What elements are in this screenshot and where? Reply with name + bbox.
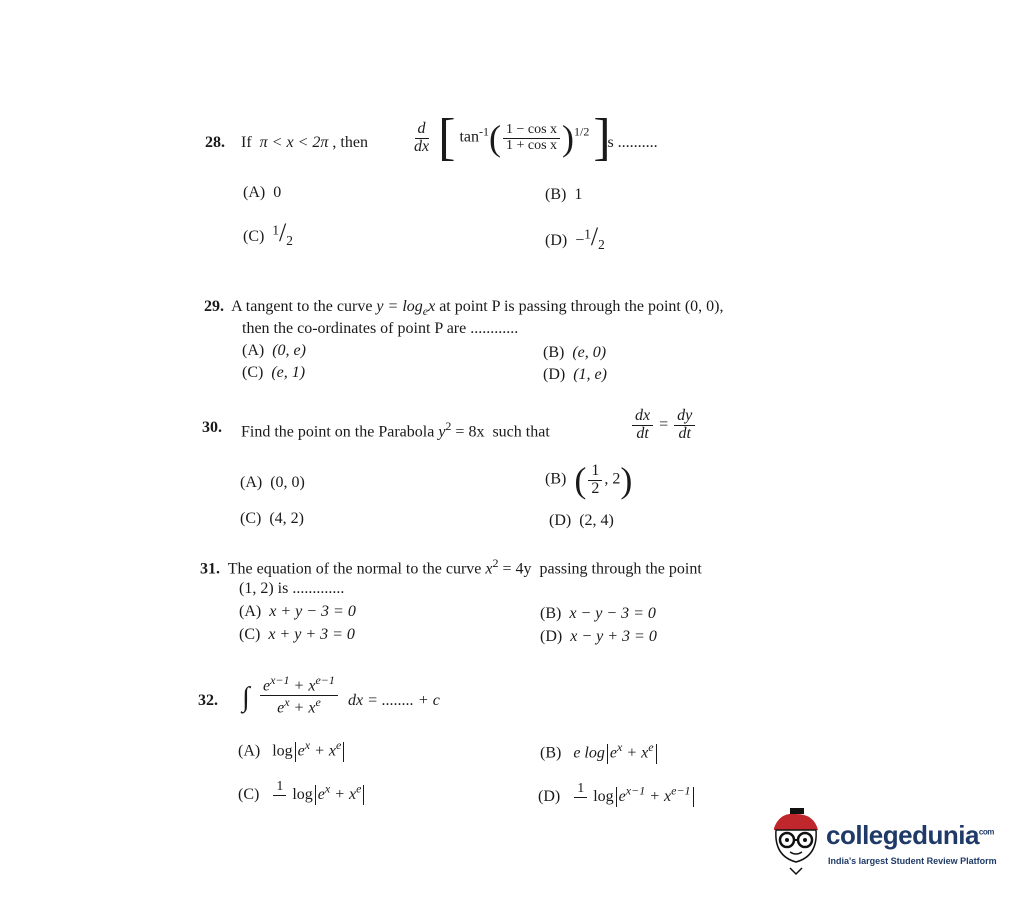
question-31-line2: (1, 2) is ............. xyxy=(239,580,345,597)
question-number: 28. xyxy=(205,134,225,151)
option-b: (B) e $\log e^x + x^e$ xyxy=(540,740,659,764)
option-a: (A) $\log e^x + x^e$ xyxy=(238,738,346,762)
integral-sign: ∫ xyxy=(242,682,250,713)
option-a: (A) (0, e) xyxy=(242,342,306,359)
derivative-equality: $\frac{dx}{dt}$ = $\frac{dy}{dt}$ xyxy=(630,408,697,443)
option-b: (B) ( $\frac{1}{2}$ , 2) xyxy=(545,460,633,500)
question-31: 31. The equation of the normal to the curve $x^2 = 4y$ passing through the point xyxy=(200,556,702,578)
question-number: 32. xyxy=(198,692,218,709)
question-29-line2: then the co-ordinates of point P are ............ xyxy=(242,320,519,337)
question-29: 29. A tangent to the curve $y = \log_ex$ at point P is passing through the point (0, 0), xyxy=(204,298,724,319)
logo-brand: collegedunia$^{com}$ xyxy=(826,820,994,850)
option-c: (C) $^1/_2$ xyxy=(243,218,293,249)
option-b: (B) x − y − 3 = 0 xyxy=(540,605,656,622)
option-d: (D) 1 $\log e^{x-1} + x^{e-1}$ xyxy=(538,782,696,812)
option-d: (D) (2, 4) xyxy=(549,512,614,529)
option-d: $(D) -^1/_2$ xyxy=(545,222,605,253)
option-c: (C) (4, 2) xyxy=(240,510,304,527)
mascot-icon xyxy=(766,806,826,876)
question-suffix: dx = ........ + c xyxy=(348,692,440,709)
option-a: (A) 0 xyxy=(243,184,282,201)
option-d: (D) (1, e) xyxy=(543,366,607,383)
question-number: 29. xyxy=(204,298,224,315)
logo-tagline: India's largest Student Review Platform xyxy=(828,856,997,866)
option-a: (A) (0, 0) xyxy=(240,474,305,491)
option-c: (C) (e, 1) xyxy=(242,364,306,381)
option-c: (C) x + y + 3 = 0 xyxy=(239,626,355,643)
question-suffix: is .......... xyxy=(603,134,658,151)
derivative-expression: $\frac{d}{dx}$ [ $\tan^{-1}$( $\frac{\text{1 − cos x}}{\text{1 + cos x}}$ )$^{1/2}$ ] xyxy=(414,109,611,166)
option-d: (D) x − y + 3 = 0 xyxy=(540,628,657,645)
collegedunia-logo[interactable] xyxy=(766,806,996,886)
question-number: 30. xyxy=(202,419,222,436)
option-a: (A) x + y − 3 = 0 xyxy=(239,603,356,620)
option-b: (B) 1 xyxy=(545,186,583,203)
question-text: If π < x < 2π , then xyxy=(241,134,368,151)
option-b: (B) (e, 0) xyxy=(543,344,607,361)
option-c: (C) 1 $\log e^x + x^e$ xyxy=(238,780,366,810)
question-number: 31. xyxy=(200,560,220,578)
integrand: $\frac{e^{x-1} + x^{e-1}}{e^x + x^e}$ xyxy=(258,674,340,717)
